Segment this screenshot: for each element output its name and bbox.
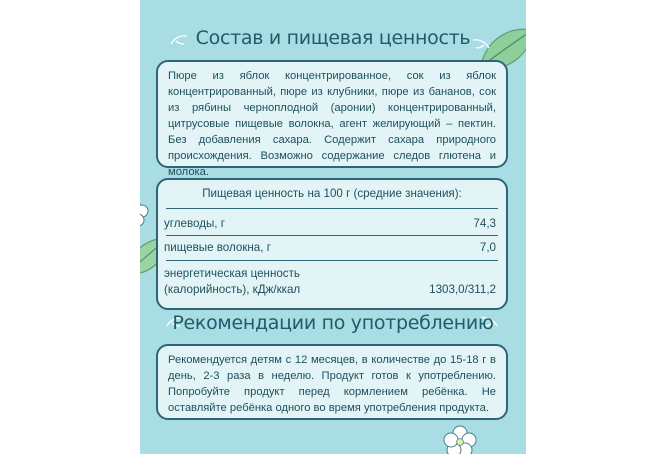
nutrition-value: 1303,0/311,2 — [429, 283, 496, 296]
product-info-panel — [140, 0, 526, 454]
flower-icon — [140, 196, 152, 228]
recommendations-title: Рекомендации по употреблению — [172, 312, 494, 334]
composition-box — [156, 60, 508, 178]
recommendations-text: Рекомендуется детям с 12 месяцев, в количестве до 15-18 г в день, 2-3 раза в неделю. Продукт готов к употреблению. Попробуйте продукт перед кормлением ребёнка. Не оставляйте ребёнка одного во время употребления продукта. — [168, 354, 496, 414]
nutrition-row-fiber — [164, 240, 500, 256]
flower-icon — [440, 424, 480, 454]
composition-text: Пюре из яблок концентрированное, сок из яблок концентрированный, пюре из клубники, пюре из бананов, сок из рябины черноплодной (аронии) концентрированный, цитрусовые пищевые волокна, агент желирующий – пектин. Без добавления сахара. Содержит сахара природного происхождения. Возможно содержание следов глютена и молока. — [168, 70, 496, 178]
nutrition-row-energy — [164, 266, 500, 298]
nutrition-label: энергетическая ценность — [164, 267, 300, 280]
nutrition-value: 74,3 — [473, 217, 496, 230]
nutrition-label: (калорийность), кДж/ккал — [164, 283, 301, 296]
nutrition-label: пищевые волокна, г — [164, 241, 271, 254]
nutrition-value: 7,0 — [479, 241, 496, 254]
nutrition-box — [156, 178, 508, 310]
divider — [166, 260, 498, 261]
nutrition-header: Пищевая ценность на 100 г (средние значения): — [202, 187, 462, 200]
recommendations-box — [156, 344, 508, 420]
divider — [166, 208, 498, 209]
nutrition-row-carbs — [164, 216, 500, 232]
divider — [166, 235, 498, 236]
nutrition-label: углеводы, г — [164, 217, 225, 230]
composition-title: Состав и пищевая ценность — [195, 27, 471, 49]
